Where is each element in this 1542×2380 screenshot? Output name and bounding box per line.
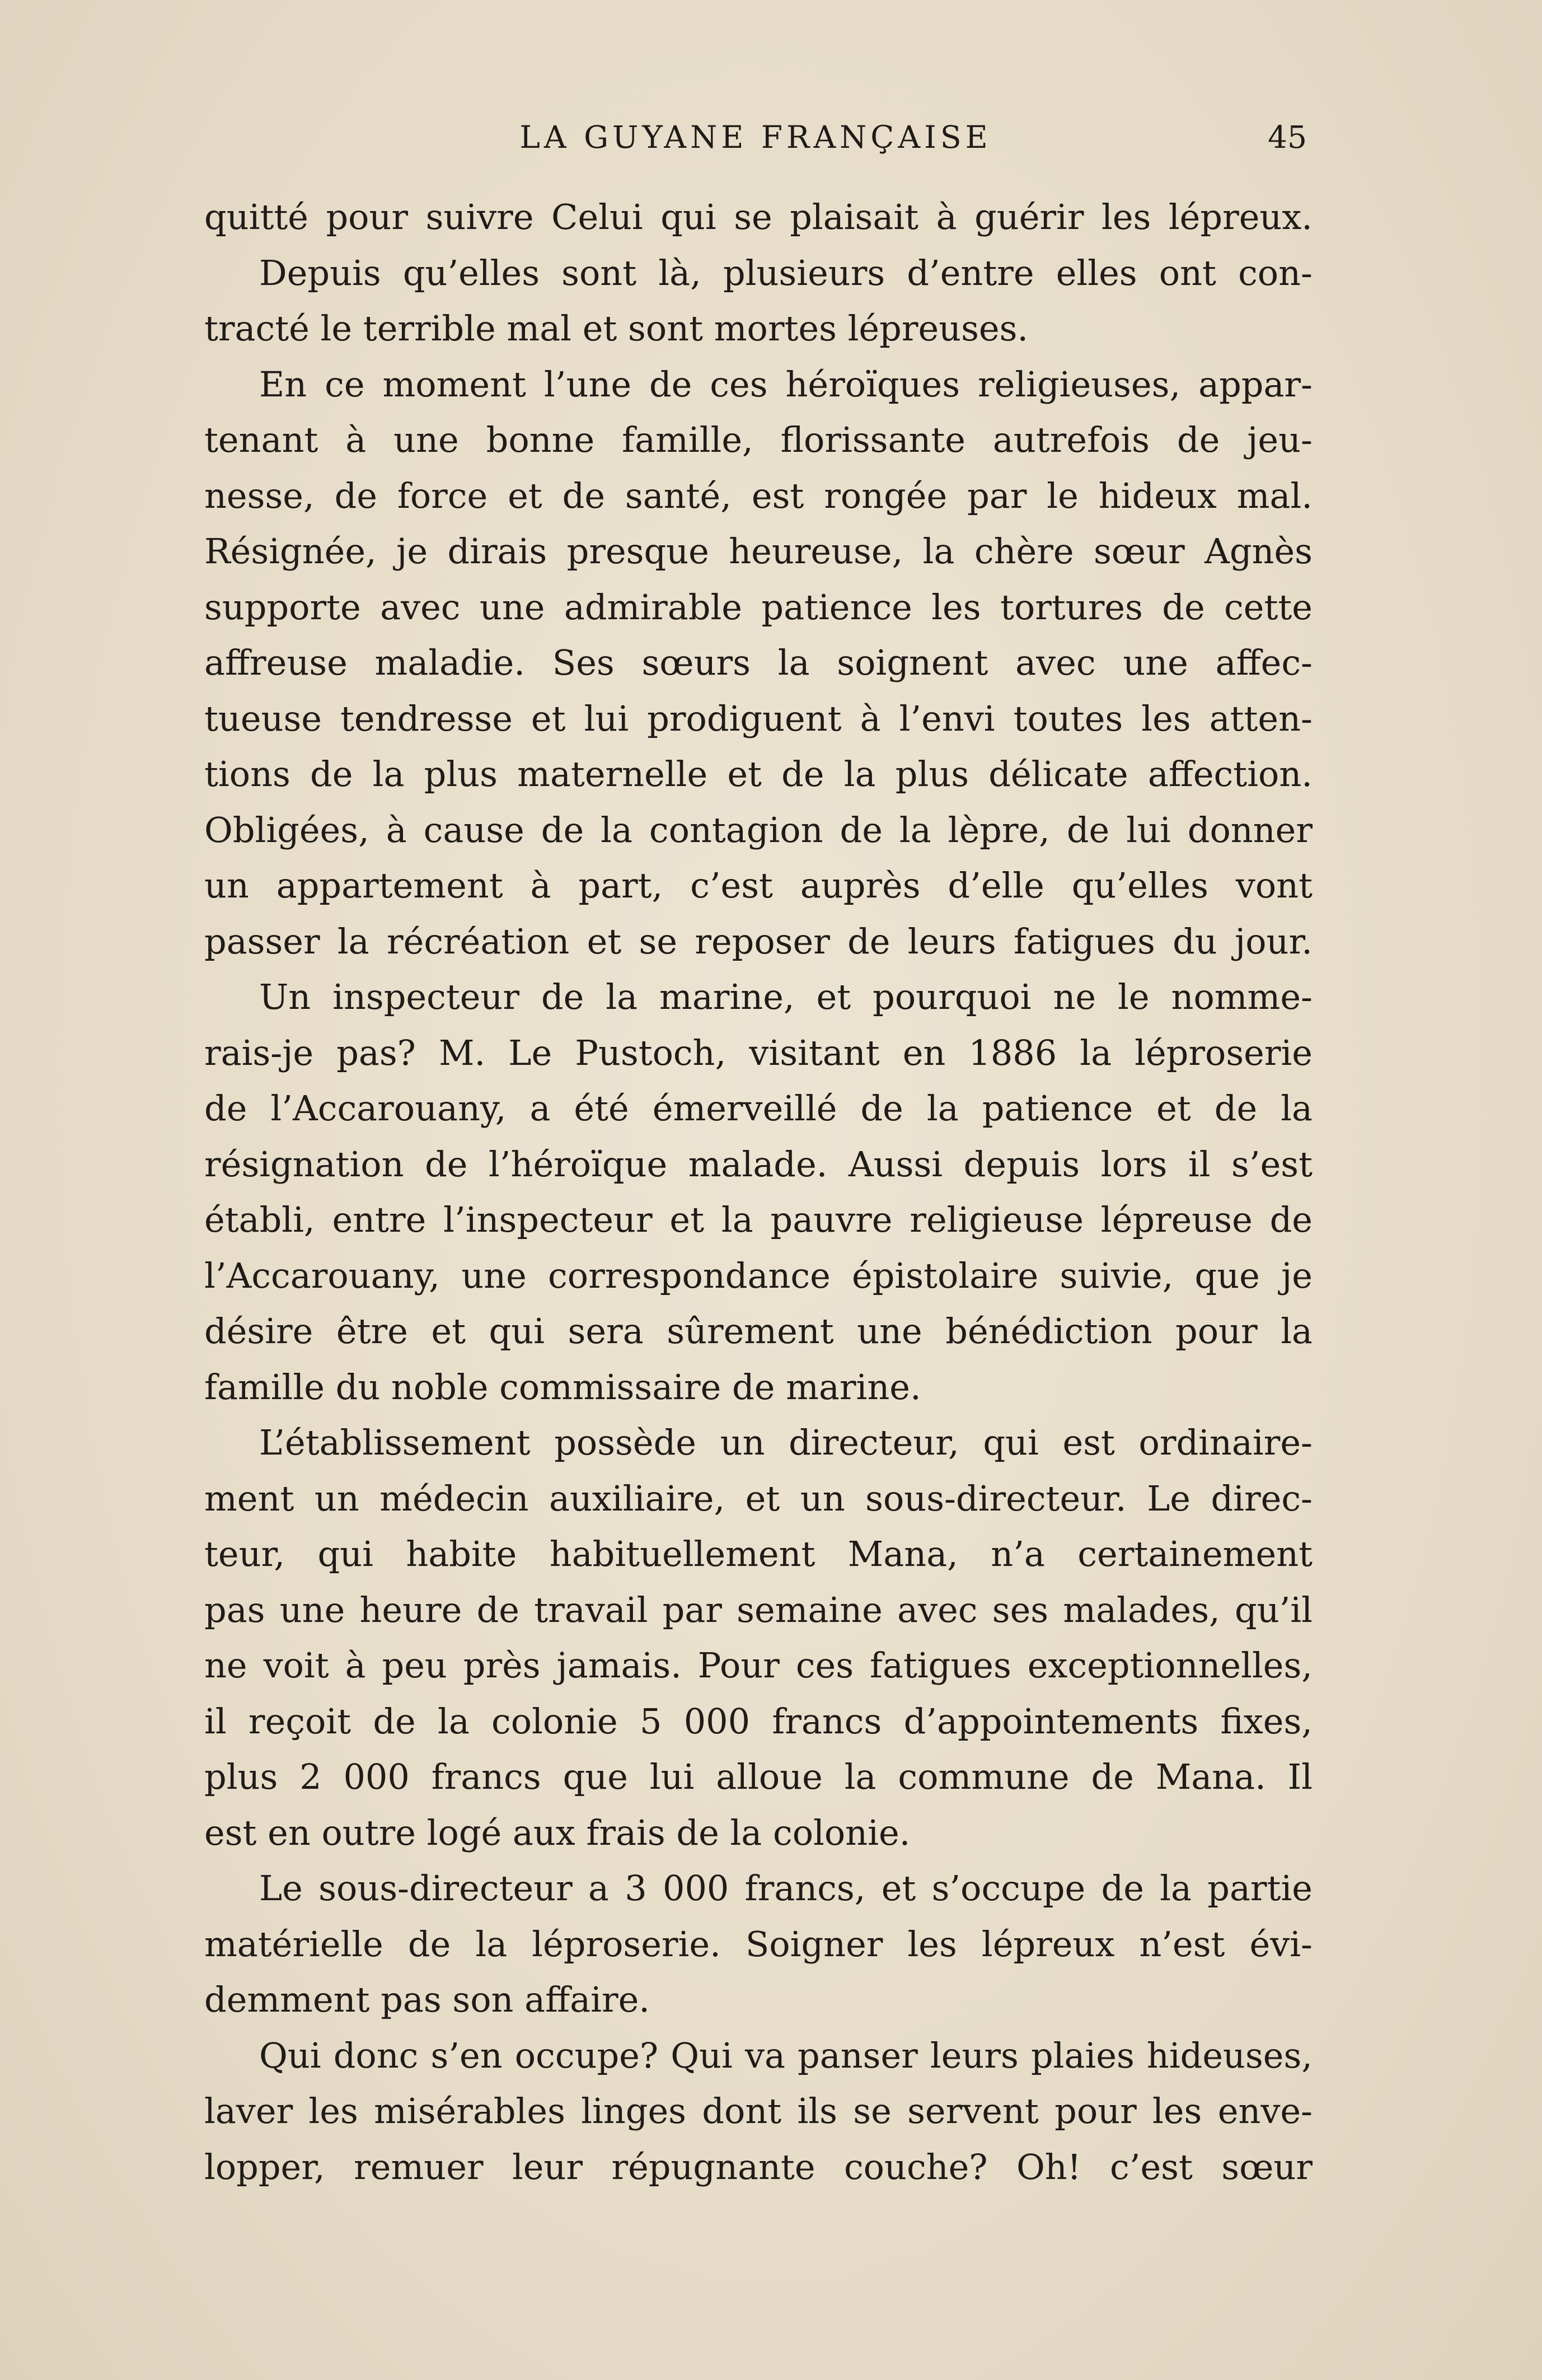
text-line: Obligées, à cause de la contagion de la lèpre, de lui donner bbox=[204, 809, 1313, 850]
text-line: résignation de l’héroïque malade. Aussi depuis lors il s’est bbox=[204, 1143, 1313, 1185]
text-line: l’Accarouany, une correspondance épistolaire suivie, que je bbox=[204, 1255, 1313, 1296]
text-line: famille du noble commissaire de marine. bbox=[204, 1366, 921, 1408]
text-line: lopper, remuer leur répugnante couche? Oh! c’est sœur bbox=[204, 2146, 1313, 2187]
text-line: désire être et qui sera sûrement une bénédiction pour la bbox=[204, 1311, 1313, 1352]
text-line: rais-je pas? M. Le Pustoch, visitant en 1886 la léproserie bbox=[204, 1032, 1313, 1073]
text-line: Depuis qu’elles sont là, plusieurs d’entre elles ont con- bbox=[259, 252, 1313, 293]
text-line: laver les misérables linges dont ils se servent pour les enve- bbox=[204, 2091, 1313, 2131]
text-line: établi, entre l’inspecteur et la pauvre religieuse lépreuse de bbox=[204, 1199, 1313, 1240]
text-line: un appartement à part, c’est auprès d’elle qu’elles vont bbox=[204, 865, 1313, 906]
text-line: supporte avec une admirable patience les tortures de cette bbox=[204, 586, 1313, 628]
text-line: Qui donc s’en occupe? Qui va panser leurs plaies hideuses, bbox=[259, 2035, 1313, 2076]
text-line: ne voit à peu près jamais. Pour ces fatigues exceptionnelles, bbox=[204, 1645, 1313, 1686]
text-line: tueuse tendresse et lui prodiguent à l’envi toutes les atten- bbox=[204, 698, 1313, 739]
text-line: Un inspecteur de la marine, et pourquoi ne le nomme- bbox=[259, 976, 1313, 1017]
text-line: il reçoit de la colonie 5 000 francs d’appointements fixes, bbox=[204, 1700, 1313, 1742]
text-line: ment un médecin auxiliaire, et un sous-directeur. Le direc- bbox=[204, 1477, 1313, 1519]
text-line: est en outre logé aux frais de la colonie. bbox=[204, 1812, 911, 1853]
text-line: Le sous-directeur a 3 000 francs, et s’occupe de la partie bbox=[259, 1868, 1313, 1909]
text-line: En ce moment l’une de ces héroïques religieuses, appar- bbox=[259, 363, 1313, 405]
page-number: 45 bbox=[1268, 119, 1307, 155]
text-line: plus 2 000 francs que lui alloue la commune de Mana. Il bbox=[204, 1756, 1313, 1797]
text-line: tions de la plus maternelle et de la plus délicate affection. bbox=[204, 754, 1313, 794]
page-header bbox=[204, 115, 1307, 160]
text-line: L’établissement possède un directeur, qui est ordinaire- bbox=[259, 1422, 1313, 1463]
text-line: Résignée, je dirais presque heureuse, la chère sœur Agnès bbox=[204, 531, 1313, 572]
text-line: affreuse maladie. Ses sœurs la soignent avec une affec- bbox=[204, 642, 1313, 683]
text-line: matérielle de la léproserie. Soigner les lépreux n’est évi- bbox=[204, 1923, 1313, 1965]
running-title: LA GUYANE FRANÇAISE bbox=[519, 119, 992, 155]
body-text bbox=[204, 189, 1313, 2195]
text-line: passer la récréation et se reposer de leurs fatigues du jour. bbox=[204, 920, 1313, 962]
text-line: tracté le terrible mal et sont mortes lépreuses. bbox=[204, 308, 1029, 349]
text-line: nesse, de force et de santé, est rongée par le hideux mal. bbox=[204, 475, 1313, 516]
text-line: teur, qui habite habituellement Mana, n’a certainement bbox=[204, 1533, 1313, 1574]
text-line: demment pas son affaire. bbox=[204, 1979, 650, 2020]
text-line: quitté pour suivre Celui qui se plaisait à guérir les lépreux. bbox=[204, 197, 1313, 237]
text-line: de l’Accarouany, a été émerveillé de la patience et de la bbox=[204, 1088, 1313, 1129]
text-line: tenant à une bonne famille, florissante autrefois de jeu- bbox=[204, 419, 1313, 460]
text-line: pas une heure de travail par semaine avec ses malades, qu’il bbox=[204, 1589, 1313, 1630]
